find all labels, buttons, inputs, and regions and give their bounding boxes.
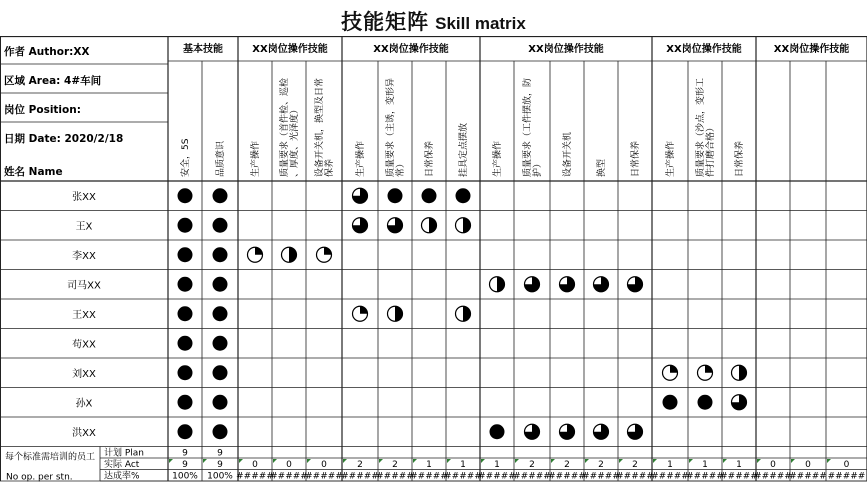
skill-label [214,140,226,177]
actual-value: 0 [252,460,258,470]
skill-label [694,78,716,177]
rate-value: ##### [305,471,343,482]
filled-sector [289,247,297,262]
full-circle-mark [213,336,228,351]
rate-value: ##### [686,471,724,482]
rate-value: ##### [376,471,414,482]
skill-label [629,141,641,177]
skill-group-header: XX岗位操作技能 [252,44,328,55]
full-circle-mark [213,218,228,233]
cell-flag [169,459,173,463]
skill-level-mark [628,424,643,439]
plan-value: 9 [217,448,223,459]
employee-name: 司马XX [67,280,101,292]
skill-label [491,141,503,177]
skill-label [384,78,406,177]
skill-level-mark [456,218,471,233]
cell-flag [619,459,623,463]
skill-level-mark [213,218,228,233]
actual-value: 1 [736,460,742,470]
rate-value: ##### [444,471,482,482]
rate-value: ##### [513,471,551,482]
filled-sector [497,277,505,292]
skill-group-header: XX岗位操作技能 [666,44,742,55]
skill-label [313,78,335,177]
skill-label-line: 生产操作 [251,140,261,177]
skill-label-line: 、厚度、光泽度） [290,104,300,177]
employee-name: 李XX [72,250,96,262]
rate-value: ##### [270,471,308,482]
skill-level-mark [213,424,228,439]
skill-level-mark [663,395,678,410]
cell-flag [585,459,589,463]
skill-level-mark [490,277,505,292]
rate-value: 100% [172,471,198,482]
cell-flag [689,459,693,463]
skill-label-line: 日常保养 [735,140,745,177]
full-circle-mark [178,424,193,439]
full-circle-mark [213,277,228,292]
full-circle-mark [178,306,193,321]
skill-level-mark [353,218,368,233]
cell-flag [791,459,795,463]
skill-level-mark [698,395,713,410]
skill-level-mark [178,306,193,321]
skill-level-mark [594,277,609,292]
plan-value: 9 [182,448,188,459]
actual-row-label: 实际 Act [104,460,140,470]
full-circle-mark [213,424,228,439]
cell-flag [203,459,207,463]
full-circle-mark [178,218,193,233]
actual-value: 1 [667,460,673,470]
skill-label-line: 常） [396,158,406,177]
skill-label [249,141,261,177]
rate-value: ##### [616,471,654,482]
actual-value: 0 [286,460,292,470]
rate-value: ##### [236,471,274,482]
skill-label-line: 质量要求（主诱，变形异 [386,77,396,177]
skill-level-mark [317,247,332,262]
skill-label [595,159,607,177]
skill-label-line: 生产操作 [493,140,503,177]
rate-value: ##### [720,471,758,482]
skill-label [561,132,573,177]
cell-flag [551,459,555,463]
skill-level-mark [490,424,505,439]
full-circle-mark [178,277,193,292]
skill-level-mark [213,365,228,380]
full-circle-mark [178,395,193,410]
skill-level-mark [663,365,678,380]
filled-sector [395,306,403,321]
footer-label-zh: 每个标准需培训的员工 [4,452,96,463]
skill-label-line: 设备开关机，换型及日常 [315,77,325,177]
skill-level-mark [213,336,228,351]
skill-label-line: 件打磨合格） [706,122,716,177]
skill-level-mark [213,188,228,203]
cell-flag [653,459,657,463]
cell-flag [481,459,485,463]
skill-level-mark [353,306,368,321]
full-circle-mark [178,365,193,380]
full-circle-mark [490,424,505,439]
skill-level-mark [213,395,228,410]
employee-name: 苟XX [72,339,96,351]
cell-flag [827,459,831,463]
cell-flag [447,459,451,463]
skill-level-mark [388,306,403,321]
full-circle-mark [213,306,228,321]
filled-sector [670,365,678,373]
rate-value: ##### [548,471,586,482]
filled-sector [429,218,437,233]
skill-label-line: 生产操作 [356,140,366,177]
rate-value: ##### [651,471,689,482]
skill-level-mark [213,306,228,321]
skill-label-line: 挂具定点摆放 [459,122,469,177]
actual-value: 2 [357,460,363,470]
full-circle-mark [663,395,678,410]
skill-level-mark [178,277,193,292]
cell-flag [273,459,277,463]
skill-matrix-table [0,36,867,500]
skill-label [664,141,676,177]
skill-level-mark [282,247,297,262]
plan-row-label: 计划 Plan [104,448,145,459]
skill-level-mark [560,277,575,292]
filled-sector [705,365,713,373]
rate-row-label: 达成率% [104,471,140,482]
employee-name: 张XX [72,191,96,203]
skill-level-mark [698,365,713,380]
cell-flag [757,459,761,463]
actual-value: 2 [564,460,570,470]
full-circle-mark [456,188,471,203]
rate-value: ##### [827,471,866,482]
skill-label-line: 生产操作 [666,140,676,177]
filled-sector [324,247,332,255]
full-circle-mark [213,365,228,380]
actual-value: 9 [217,460,223,470]
footer-label-en: No op. per stn. [6,472,73,483]
actual-value: 2 [392,460,398,470]
rate-value: 100% [207,471,233,482]
skill-group-header: XX岗位操作技能 [528,44,604,55]
actual-value: 0 [770,460,776,470]
skill-level-mark [456,188,471,203]
skill-level-mark [525,277,540,292]
full-circle-mark [178,247,193,262]
actual-value: 0 [321,460,327,470]
actual-value: 0 [805,460,811,470]
actual-value: 1 [460,460,466,470]
author-label: 作者 Author:XX [4,46,90,58]
skill-label [521,78,543,177]
actual-value: 9 [182,460,188,470]
cell-flag [307,459,311,463]
full-circle-mark [388,188,403,203]
skill-level-mark [422,188,437,203]
rate-value: ##### [582,471,620,482]
skill-label-line: 护） [533,158,543,177]
rate-value: ##### [341,471,379,482]
employee-name: 刘XX [72,368,96,380]
skill-level-mark [178,218,193,233]
full-circle-mark [213,395,228,410]
actual-value: 1 [426,460,432,470]
actual-value: 2 [632,460,638,470]
skill-label-line: 换型 [597,158,607,177]
name-column-header: 姓名 Name [4,166,63,178]
rate-value: ##### [410,471,448,482]
full-circle-mark [698,395,713,410]
skill-level-mark [178,188,193,203]
skill-level-mark [178,424,193,439]
filled-sector [739,365,747,380]
skill-level-mark [732,365,747,380]
skill-level-mark [178,395,193,410]
skill-label-line: 保养 [325,158,335,177]
title-zh: 技能矩阵 [341,9,430,34]
skill-label-line: 质量要求（工件摆放，防 [523,77,533,177]
skill-level-mark [732,395,747,410]
actual-value: 2 [598,460,604,470]
employee-name: 孙X [75,398,93,410]
skill-level-mark [388,188,403,203]
skill-level-mark [456,306,471,321]
full-circle-mark [213,247,228,262]
skill-label-line: 质量要求（沙点，变形工 [696,77,706,177]
skill-label-line: 品质意识 [216,140,226,177]
cell-flag [413,459,417,463]
cell-flag [239,459,243,463]
skill-level-mark [178,365,193,380]
skill-group-header: XX岗位操作技能 [773,44,850,55]
filled-sector [463,218,471,233]
filled-sector [463,306,471,321]
skill-label-line: 安全，5S [181,138,191,177]
full-circle-mark [178,188,193,203]
skill-label [179,138,191,177]
skill-level-mark [353,188,368,203]
skill-level-mark [178,247,193,262]
skill-label [354,141,366,177]
page-title [0,6,867,34]
cell-flag [515,459,519,463]
skill-label [457,123,469,177]
skill-level-mark [422,218,437,233]
actual-value: 1 [494,460,500,470]
full-circle-mark [178,336,193,351]
skill-label-line: 日常保养 [425,140,435,177]
skill-level-mark [248,247,263,262]
employee-name: 王XX [72,309,96,321]
skill-label [423,141,435,177]
cell-flag [379,459,383,463]
filled-sector [255,247,263,255]
rate-value: ##### [789,471,827,482]
skill-label-line: 设备开关机 [563,131,573,177]
cell-flag [343,459,347,463]
skill-group-header: 基本技能 [183,44,223,55]
rate-value: ##### [478,471,516,482]
skill-label [278,78,300,177]
actual-value: 0 [843,460,850,470]
skill-label [733,141,745,177]
skill-level-mark [388,218,403,233]
actual-value: 2 [529,460,535,470]
skill-group-header: XX岗位操作技能 [373,44,449,55]
skill-level-mark [213,277,228,292]
skill-label-line: 质量要求（首件检、巡检 [280,77,290,177]
area-label: 区域 Area: 4#车间 [4,75,102,87]
actual-value: 1 [702,460,708,470]
skill-level-mark [594,424,609,439]
date-label: 日期 Date: 2020/2/18 [4,133,124,145]
skill-level-mark [178,336,193,351]
rate-value: ##### [754,471,792,482]
full-circle-mark [213,188,228,203]
title-en: Skill matrix [435,14,526,33]
full-circle-mark [422,188,437,203]
filled-sector [360,306,368,314]
cell-flag [723,459,727,463]
employee-name: 洪XX [72,427,96,439]
position-label: 岗位 Position: [4,104,81,116]
skill-level-mark [560,424,575,439]
employee-name: 王X [75,221,93,233]
skill-label-line: 日常保养 [631,140,641,177]
skill-level-mark [628,277,643,292]
skill-level-mark [213,247,228,262]
skill-level-mark [525,424,540,439]
